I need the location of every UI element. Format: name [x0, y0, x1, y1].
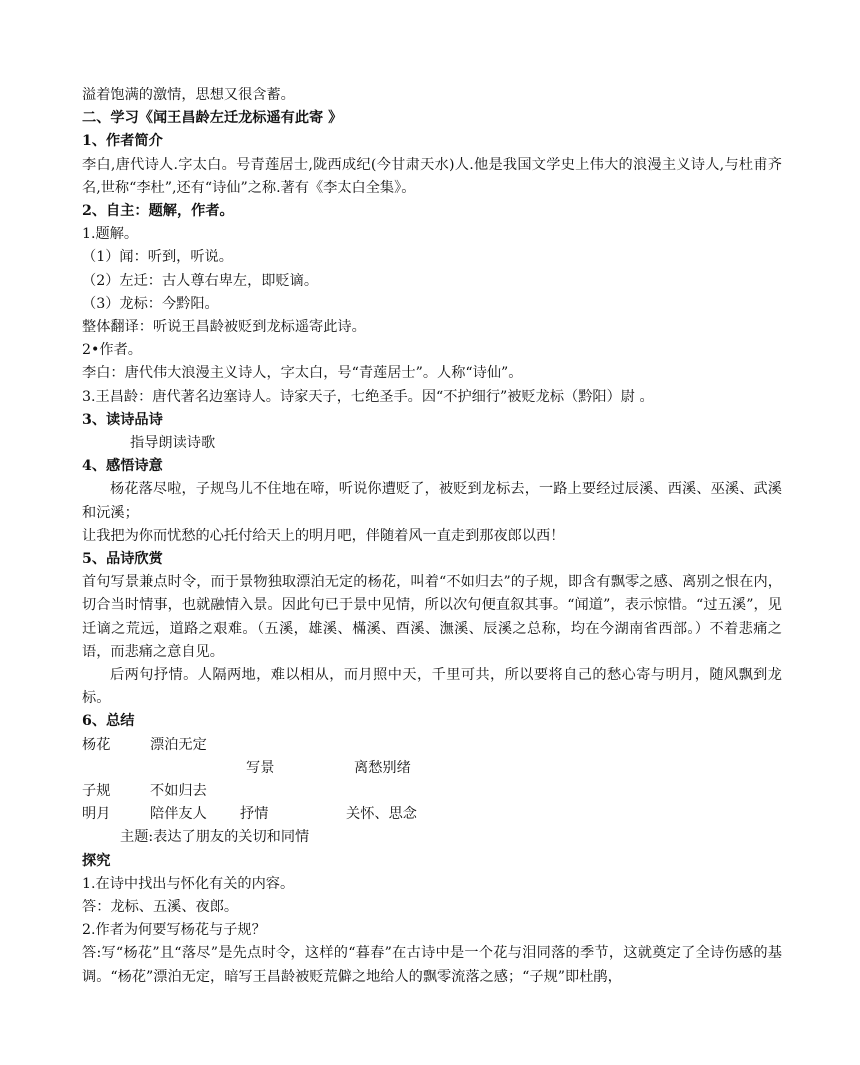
subsection-heading: 5、品诗欣赏: [82, 551, 163, 568]
section-heading: 二、学习《闻王昌龄左迁龙标遥有此寄 》: [82, 110, 343, 127]
text-line: 溢着饱满的激情，思想又很含蓄。: [82, 87, 295, 103]
subsection-heading: 4、感悟诗意: [82, 458, 163, 475]
question-line: 1.在诗中找出与怀化有关的内容。: [82, 875, 295, 892]
summary-cell: 明月: [82, 806, 111, 823]
author-intro-paragraph: 李白,唐代诗人.字太白。号青莲居士,陇西成纪(今甘肃天水)人.他是我国文学史上伟大的浪漫主义诗人,与杜甫齐名,世称“李杜”,还有“诗仙”之称.著有《李太白全集》。: [82, 156, 782, 196]
summary-cell: 不如归去: [150, 783, 207, 800]
subsection-heading: 2、自主：题解，作者。: [82, 203, 234, 220]
text-line: 指导朗读诗歌: [130, 435, 216, 452]
subsection-heading: 1、作者简介: [82, 133, 163, 150]
summary-cell: 写景: [246, 759, 275, 776]
text-line: （3）龙标：今黔阳。: [82, 295, 219, 312]
appreciation-paragraph: 后两句抒情。人隔两地，难以相从，而月照中天，千里可共，所以要将自己的愁心寄与明月，随风飘到龙标。: [82, 667, 782, 707]
text-line: 2•作者。: [82, 342, 142, 359]
appreciation-paragraph: 首句写景兼点时令，而于景物独取漂泊无定的杨花，叫着“不如归去”的子规，即含有飘零之感、离别之恨在内，切合当时情事，也就融情入景。因此句已于景中见情，所以次句便直叙其事。“闻道”，表示惊惜。“过五溪”，见迁谪之荒远，道路之艰难。（五溪，雄溪、樠溪、酉溪、潕溪、辰溪之总称，均在今湖南省西部。）不着悲痛之语，而悲痛之意自见。: [82, 574, 782, 660]
subsection-heading: 3、读诗品诗: [82, 411, 163, 428]
summary-cell: 子规: [82, 783, 111, 800]
summary-theme: 主题:表达了朋友的关切和同情: [120, 829, 310, 846]
poem-meaning-paragraph: 杨花落尽啦，子规鸟儿不住地在啼，听说你遭贬了，被贬到龙标去，一路上要经过辰溪、西溪、巫溪、武溪和沅溪；: [82, 481, 782, 521]
question-line: 2.作者为何要写杨花与子规？: [82, 922, 266, 939]
subsection-heading: 探究: [82, 852, 111, 869]
summary-cell: 漂泊无定: [150, 736, 207, 753]
summary-cell: 关怀、思念: [346, 806, 417, 823]
answer-paragraph: 答:写“杨花”且“落尽”是先点时令，这样的“暮春”在古诗中是一个花与泪同落的季节，这就奠定了全诗伤感的基调。“杨花”漂泊无定，暗写王昌龄被贬荒僻之地给人的飘零流落之感；“子规”即杜鹃，: [82, 945, 782, 985]
summary-cell: 陪伴友人: [150, 806, 207, 823]
text-line: 让我把为你而忧愁的心托付给天上的明月吧，伴随着风一直走到那夜郎以西！: [82, 527, 565, 544]
text-line: 整体翻译：听说王昌龄被贬到龙标遥寄此诗。: [82, 319, 366, 336]
summary-cell: 离愁别绪: [354, 759, 411, 776]
subsection-heading: 6、总结: [82, 713, 135, 730]
text-line: 李白：唐代伟大浪漫主义诗人，字太白，号“青莲居士”。人称“诗仙”。: [82, 365, 523, 382]
text-line: 1.题解。: [82, 226, 139, 243]
summary-cell: 杨花: [82, 736, 111, 753]
summary-table: [82, 734, 782, 850]
answer-line: 答：龙标、五溪、夜郎。: [82, 899, 239, 916]
summary-cell: 抒情: [240, 806, 269, 823]
text-line: （2）左迁：古人尊右卑左，即贬谪。: [82, 272, 319, 289]
text-line: 3.王昌龄：唐代著名边塞诗人。诗家天子，七绝圣手。因“不护细行”被贬龙标（黔阳）尉 。: [82, 388, 654, 405]
text-line: （1）闻：听到，听说。: [82, 249, 233, 266]
